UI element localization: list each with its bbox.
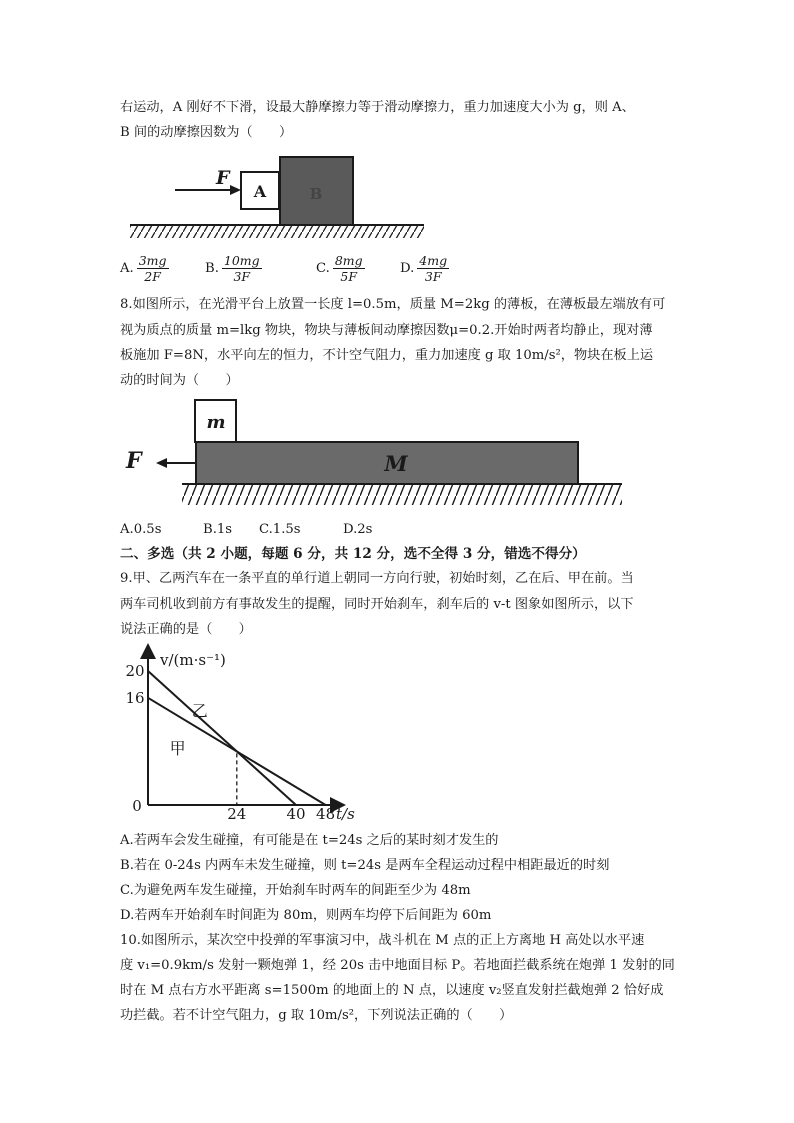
q7-ground-hatch	[130, 226, 424, 238]
q7-option-a-letter: A.	[120, 261, 134, 276]
q7-option-c-den: 5F	[340, 269, 358, 284]
q9-text-line3: 说法正确的是（ ）	[120, 622, 252, 637]
q7-option-d-num: 4mg	[419, 253, 448, 268]
chart-series-label-1: 乙	[191, 701, 208, 721]
q8-figure	[120, 396, 630, 512]
q7-figure	[120, 148, 440, 244]
q7-force-label: F	[216, 167, 230, 189]
q9-text-line1: 9.甲、乙两汽车在一条平直的单行道上朝同一方向行驶，初始时刻，乙在后、甲在前。当	[120, 571, 634, 586]
q8-force-label: F	[126, 448, 142, 474]
q9-option-b: B.若在 0-24s 内两车未发生碰撞，则 t=24s 是两车全程运动过程中相距最近的时刻	[120, 858, 610, 873]
q7-option-c	[316, 253, 365, 284]
q7-option-d	[400, 253, 449, 284]
q8-text-line4: 动的时间为（ ）	[120, 373, 239, 388]
q9-option-c: C.为避免两车发生碰撞，开始刹车时两车的间距至少为 48m	[120, 883, 471, 898]
chart-y-axis-label: v/(m·s⁻¹)	[160, 651, 226, 669]
q7-block-b-label: B	[309, 185, 323, 203]
chart-x-tick-label: 40	[286, 805, 306, 823]
q9-vt-chart	[120, 643, 370, 828]
q8-option-c: C.1.5s	[259, 522, 301, 537]
q10-text-line3: 时在 M 点右方水平距离 s=1500m 的地面上的 N 点，以速度 v₂竖直发射拦截炮弹 2 恰好成	[120, 983, 664, 998]
q7-option-b-letter: B.	[205, 261, 219, 276]
q7-option-b-num: 10mg	[223, 253, 260, 268]
q8-option-b: B.1s	[203, 522, 233, 537]
section-heading: 二、多选（共 2 小题，每题 6 分，共 12 分，选不全得 3 分，错选不得分）	[120, 546, 586, 562]
chart-origin-label: 0	[132, 797, 142, 815]
q7-option-a-den: 2F	[144, 269, 161, 284]
chart-y-tick-label: 20	[125, 662, 145, 680]
q7-option-d-letter: D.	[400, 261, 415, 276]
q8-plank-label: M	[384, 451, 408, 476]
chart-y-tick-label: 16	[125, 688, 145, 707]
q9-text-line2: 两车司机收到前方有事故发生的提醒，同时开始刹车，刹车后的 v-t 图象如图所示，以下	[120, 597, 634, 612]
q7-option-c-letter: C.	[316, 261, 330, 276]
q10-text-line2: 度 v₁=0.9km/s 发射一颗炮弹 1，经 20s 击中地面目标 P。若地面拦截系统在炮弹 1 发射的同	[120, 958, 675, 973]
q9-option-d: D.若两车开始刹车时间距为 80m，则两车均停下后间距为 60m	[120, 908, 492, 923]
q7-option-b	[205, 253, 262, 284]
q7-option-d-den: 3F	[424, 269, 442, 284]
q7-force-arrowhead	[230, 185, 241, 195]
q8-option-d: D.2s	[343, 522, 373, 537]
q10-text-line4: 功拦截。若不计空气阻力，g 取 10m/s²，下列说法正确的（ ）	[120, 1008, 513, 1023]
q7-block-a-label: A	[253, 182, 267, 201]
q8-force-arrowhead	[156, 458, 167, 468]
q7-option-a	[120, 253, 169, 284]
q10-text-line1: 10.如图所示，某次空中投弹的军事演习中，战斗机在 M 点的正上方离地 H 高处以水平速	[120, 933, 645, 948]
chart-series-line-1	[148, 671, 296, 805]
q8-text-line3: 板施加 F=8N，水平向左的恒力，不计空气阻力，重力加速度 g 取 10m/s²，物块在板上运	[120, 348, 654, 363]
q7-option-b-den: 3F	[233, 269, 251, 284]
q7-option-c-num: 8mg	[334, 253, 363, 268]
chart-x-axis-label: t/s	[336, 805, 355, 823]
q8-ground-hatch	[182, 485, 622, 505]
q7-option-a-num: 3mg	[138, 253, 167, 268]
q9-option-a: A.若两车会发生碰撞，有可能是在 t=24s 之后的某时刻才发生的	[120, 833, 499, 848]
q7-text-line2: B 间的动摩擦因数为（ ）	[120, 125, 293, 140]
q7-text-line1: 右运动，A 刚好不下滑，设最大静摩擦力等于滑动摩擦力，重力加速度大小为 g，则 A、	[120, 100, 635, 115]
chart-x-tick-label: 48	[316, 805, 336, 823]
q8-block-m-label: m	[206, 412, 226, 433]
chart-series-label-2: 甲	[169, 739, 186, 759]
q8-text-line1: 8.如图所示，在光滑平台上放置一长度 l=0.5m，质量 M=2kg 的薄板，在薄板最左端放有可	[120, 297, 666, 312]
q8-option-a: A.0.5s	[120, 522, 162, 537]
chart-x-tick-label: 24	[227, 805, 247, 823]
q8-text-line2: 视为质点的质量 m=lkg 物块，物块与薄板间动摩擦因数μ=0.2.开始时两者均静止，现对薄	[120, 323, 653, 338]
